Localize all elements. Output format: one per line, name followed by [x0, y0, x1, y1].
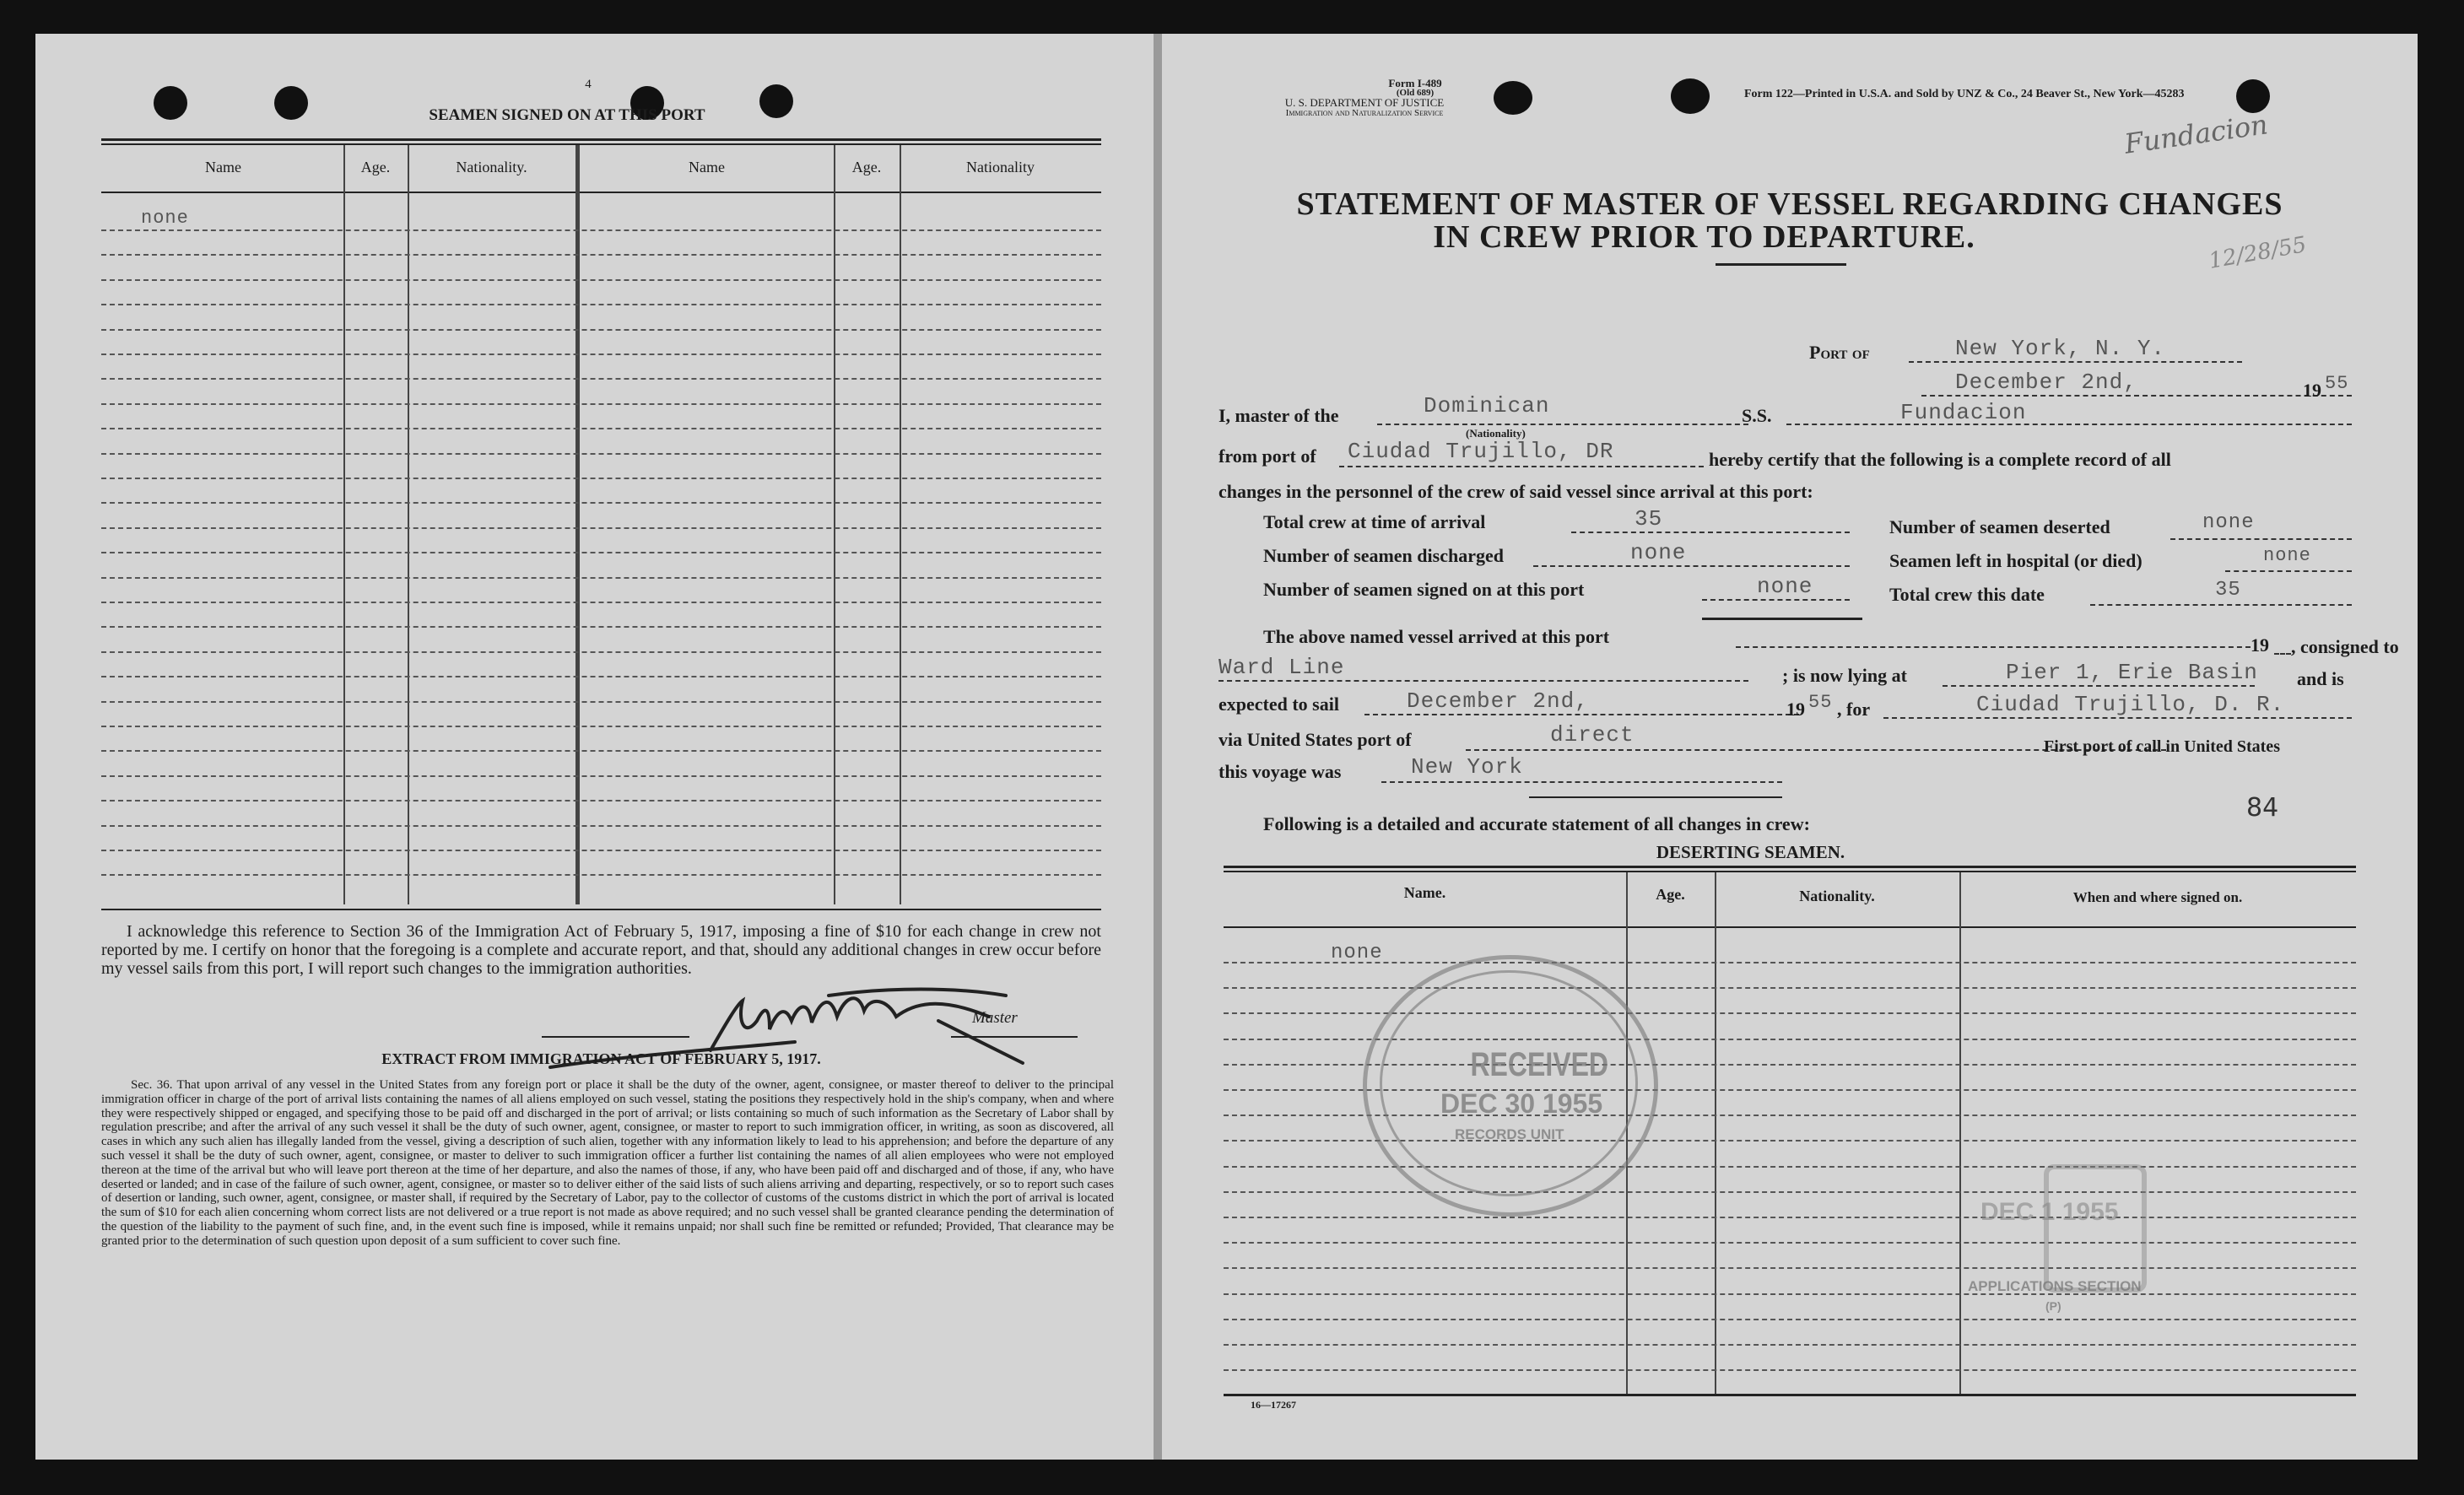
- arrived-year: 19: [2251, 634, 2269, 656]
- deserted-line: [2170, 538, 2352, 540]
- date-value: December 2nd,: [1955, 370, 2137, 395]
- form-title-line2: IN CREW PRIOR TO DEPARTURE.: [1433, 219, 1975, 255]
- from-port-line: [1339, 466, 1704, 467]
- ruled-line: [101, 304, 1101, 305]
- signed-on-value: none: [1757, 574, 1813, 599]
- deserting-heading: DESERTING SEAMEN.: [1656, 842, 1845, 862]
- ruled-line: [1224, 1217, 2356, 1218]
- consignee-value: Ward Line: [1218, 655, 1345, 680]
- deserting-top-rule: [1224, 871, 2356, 872]
- ruled-line: [101, 552, 1101, 553]
- port-of-value: New York, N. Y.: [1955, 336, 2166, 361]
- table-header-rule: [101, 192, 1101, 193]
- total-crew-date-line: [2090, 604, 2352, 606]
- year-value: 55: [2325, 373, 2349, 394]
- signed-on-heading: SEAMEN SIGNED ON AT THIS PORT: [429, 106, 705, 124]
- title-rule: [1716, 263, 1846, 266]
- from-port-label: from port of: [1218, 445, 1316, 467]
- ruled-line: [101, 527, 1101, 529]
- signed-on-line: [1702, 599, 1850, 601]
- total-crew-date-value: 35: [2215, 579, 2241, 602]
- ruled-line: [101, 254, 1101, 256]
- hospital-label: Seamen left in hospital (or died): [1889, 550, 2142, 571]
- service-label: Immigration and Naturalization Service: [1285, 108, 1444, 118]
- column-header-nationality: Nationality.: [456, 159, 527, 175]
- consigned-text: , consigned to: [2291, 636, 2399, 657]
- column-header-name: Name: [689, 159, 725, 175]
- ss-value: Fundacion: [1900, 400, 2027, 425]
- acknowledgement-text: I acknowledge this reference to Section 36 of the Immigration Act of February 5, 1917, imposing a fine of $10 for each change in crew not reported by me. I certify on honor that the foregoing is a complete and accurate report, and that, should any additional changes in crew occur before my vessel sails from this port, I will report such changes to the immigration authorities.: [101, 922, 1101, 978]
- left-page: [35, 34, 1154, 1460]
- pier-line: [1943, 685, 2255, 687]
- discharged-value: none: [1630, 540, 1687, 565]
- lying-text: ; is now lying at: [1782, 665, 1907, 686]
- punch-hole: [154, 86, 187, 120]
- ruled-line: [1224, 987, 2356, 989]
- total-crew-arrival-label: Total crew at time of arrival: [1263, 511, 1486, 532]
- first-port-text: First port of call in United States: [2044, 737, 2280, 756]
- sail-year-prefix: 19: [1786, 699, 1805, 720]
- deserting-header-age: Age.: [1656, 886, 1685, 903]
- for-text: , for: [1837, 699, 1871, 720]
- ruled-line: [101, 651, 1101, 653]
- via-text: via United States port of: [1218, 729, 1412, 750]
- ruled-line: [101, 577, 1101, 579]
- column-divider: [575, 145, 580, 904]
- ruled-line: [101, 453, 1101, 455]
- voyage-rule: [1529, 796, 1782, 798]
- destination-line: [1883, 717, 2352, 719]
- ruled-line: [101, 775, 1101, 777]
- handwritten-date: 12/28/55: [2207, 232, 2309, 274]
- nationality-caption: (Nationality): [1466, 427, 1526, 440]
- stamp-received-text: RECEIVED: [1470, 1046, 1609, 1083]
- ruled-line: [101, 279, 1101, 281]
- ruled-line: [101, 626, 1101, 628]
- ruled-line: [101, 478, 1101, 479]
- sail-date-line: [1364, 714, 1799, 715]
- deserted-label: Number of seamen deserted: [1889, 516, 2110, 537]
- port-of-label: Port of: [1809, 342, 1870, 363]
- handwritten-number: 84: [2246, 793, 2279, 823]
- discharged-label: Number of seamen discharged: [1263, 545, 1504, 566]
- changes-text: changes in the personnel of the crew of said vessel since arrival at this port:: [1218, 481, 1813, 502]
- ruled-line: [1224, 1242, 2356, 1244]
- total-crew-arrival-line: [1571, 532, 1850, 533]
- ruled-line: [1224, 962, 2356, 963]
- stamp2-mark-text: (P): [2045, 1299, 2061, 1313]
- year-prefix: 19: [2303, 380, 2321, 401]
- punch-hole: [274, 86, 308, 120]
- stamp-unit-text: RECORDS UNIT: [1455, 1126, 1564, 1142]
- deserting-header-rule: [1224, 926, 2356, 928]
- page-gutter: [1154, 34, 1162, 1460]
- column-header-nationality: Nationality: [966, 159, 1035, 175]
- voyage-value: New York: [1411, 754, 1523, 780]
- certify-text: hereby certify that the following is a complete record of all: [1709, 449, 2171, 470]
- ruled-line: [101, 750, 1101, 752]
- ruled-line: [101, 502, 1101, 504]
- and-is-text: and is: [2297, 668, 2344, 689]
- consignee-line: [1218, 680, 1748, 682]
- column-divider: [408, 145, 409, 904]
- discharged-line: [1533, 565, 1850, 567]
- form-old: (Old 689): [1396, 88, 1435, 98]
- stamp-date-text: DEC 30 1955: [1440, 1088, 1603, 1119]
- column-divider: [1715, 872, 1716, 1394]
- ruled-line: [101, 825, 1101, 827]
- deserting-bottom-rule: [1224, 1394, 2356, 1396]
- deserting-entry: none: [1331, 942, 1383, 964]
- column-header-age: Age.: [851, 159, 882, 175]
- ruled-line: [1224, 1319, 2356, 1320]
- arrived-text: The above named vessel arrived at this port: [1263, 626, 1610, 647]
- form-id: Form I-489: [1388, 77, 1442, 89]
- signed-on-entry: none: [141, 208, 189, 229]
- master-of-label: I, master of the: [1218, 405, 1339, 426]
- ruled-line: [101, 329, 1101, 331]
- ruled-line: [101, 602, 1101, 603]
- summary-rule: [1702, 618, 1862, 620]
- voyage-text: this voyage was: [1218, 761, 1342, 782]
- pier-value: Pier 1, Erie Basin: [2006, 660, 2258, 685]
- deserting-header-nationality: Nationality.: [1799, 888, 1875, 904]
- column-divider: [1959, 872, 1961, 1394]
- voyage-line: [1381, 781, 1782, 783]
- table-top-rule: [101, 143, 1101, 145]
- column-header-age: Age.: [360, 159, 391, 175]
- stamp2-section-text: APPLICATIONS SECTION: [1968, 1278, 2142, 1294]
- column-divider: [900, 145, 901, 904]
- stamp2-date-text: DEC 1 1955: [1980, 1198, 2119, 1226]
- extract-heading: EXTRACT FROM IMMIGRATION ACT OF FEBRUARY 5, 1917.: [381, 1050, 821, 1067]
- ruled-line: [1224, 1293, 2356, 1295]
- ruled-line: [101, 874, 1101, 876]
- ruled-line: [101, 726, 1101, 727]
- ruled-line: [1224, 1369, 2356, 1371]
- ruled-line: [101, 800, 1101, 801]
- ruled-line: [101, 229, 1101, 231]
- signed-on-label: Number of seamen signed on at this port: [1263, 579, 1585, 600]
- deserting-header-signed-on: When and where signed on.: [2072, 889, 2243, 905]
- column-header-name: Name: [205, 159, 241, 175]
- extract-text: Sec. 36. That upon arrival of any vessel in the United States from any foreign port or place it shall be the duty of the owner, agent, consignee, or master thereof to deliver to the principal immigration officer in charge of the port of arrival lists containing the names of all aliens employed on such vessel, stating the positions they respectively hold in the ship's company, when and where they were respectively shipped or engaged, and specifying those to be paid off and discharged in the port of arrival; or lists containing so much of such information as the Secretary of Labor shall by regulation prescribe; and after the arrival of any such vessel it shall be the duty of such owner, agent, consignee, or master to report to such immigration officer, in writing, as soon as discovered, all cases in which any such alien has illegally landed from the vessel, giving a description of such alien, together with any information likely to lead to his apprehension; and before the departure of any such vessel it shall be the duty of such owner, agent, consignee, or master to deliver to such immigration officer a further list containing the names of all alien employees who were not employed thereon at the time of the arrival but who will leave port thereon at the time of her departure, and also the names of those, if any, who have been paid off and discharged and of those, if any, who have deserted or landed; and in case of the failure of such owner, agent, consignee, or master so to deliver either of the said lists of such aliens arriving and departing, respectively, or so to report such cases of desertion or landing, such owner, agent, consignee, or master shall, if required by the Secretary of Labor, pay to the collector of customs of the customs district in which the port of arrival is located the sum of $10 for each alien concerning whom correct lists are not delivered or a true report is not made as above required; and no such vessel shall be granted clearance pending the determination of the question of the liability to the payment of such fine, and, in the event such fine is imposed, while it remains unpaid; nor shall such fine be remitted or refunded; Provided, That clearance may be granted prior to the determination of such question upon deposit of a sum sufficient to cover such fine.: [101, 1078, 1114, 1248]
- arrived-line: [1736, 646, 2251, 648]
- date-line: [1921, 395, 2352, 397]
- ss-line: [1786, 424, 2352, 425]
- from-port-value: Ciudad Trujillo, DR: [1348, 439, 1614, 464]
- nationality-value: Dominican: [1424, 393, 1550, 418]
- right-page: [1162, 34, 2418, 1460]
- hospital-value: none: [2263, 545, 2311, 566]
- ruled-line: [101, 676, 1101, 677]
- footer-code: 16—17267: [1251, 1399, 1296, 1411]
- page-number: 4: [585, 78, 592, 91]
- ruled-line: [101, 701, 1101, 703]
- stamp2-box: [2044, 1164, 2147, 1293]
- ruled-line: [101, 378, 1101, 380]
- handwritten-vessel-note: Fundacion: [2122, 108, 2270, 160]
- hospital-line: [2225, 570, 2352, 572]
- total-crew-arrival-value: 35: [1635, 506, 1663, 532]
- arrived-year-line: [2274, 653, 2291, 655]
- deserted-value: none: [2202, 511, 2255, 534]
- signature-rule: [951, 1036, 1078, 1038]
- total-crew-date-label: Total crew this date: [1889, 584, 2045, 605]
- port-of-line: [1909, 361, 2242, 363]
- deserting-top-rule: [1224, 866, 2356, 868]
- ss-label: S.S.: [1742, 405, 1772, 426]
- column-divider: [343, 145, 345, 904]
- via-value: direct: [1550, 722, 1635, 748]
- department-label: U. S. DEPARTMENT OF JUSTICE: [1284, 96, 1445, 109]
- signature-rule: [542, 1036, 689, 1038]
- master-label: Master: [972, 1009, 1018, 1027]
- table-top-rule: [101, 138, 1101, 141]
- ruled-line: [101, 850, 1101, 851]
- column-divider: [834, 145, 835, 904]
- ruled-line: [101, 403, 1101, 405]
- sail-year-value: 55: [1808, 692, 1833, 713]
- ruled-line: [1224, 1344, 2356, 1346]
- form-title-line1: STATEMENT OF MASTER OF VESSEL REGARDING CHANGES: [1296, 186, 2283, 222]
- ruled-line: [1224, 1191, 2356, 1193]
- printer-note: Form 122—Printed in U.S.A. and Sold by UNZ & Co., 24 Beaver St., New York—45283: [1744, 88, 2185, 100]
- punch-hole: [1671, 78, 1710, 114]
- expected-text: expected to sail: [1218, 694, 1339, 715]
- ruled-line: [101, 354, 1101, 355]
- destination-value: Ciudad Trujillo, D. R.: [1976, 692, 2285, 717]
- ruled-line: [1224, 1267, 2356, 1269]
- following-text: Following is a detailed and accurate statement of all changes in crew:: [1263, 813, 1810, 834]
- ruled-line: [101, 428, 1101, 429]
- table-bottom-rule: [101, 909, 1101, 910]
- sail-date-value: December 2nd,: [1407, 688, 1589, 714]
- nationality-line: [1377, 424, 1748, 425]
- deserting-header-name: Name.: [1403, 884, 1446, 901]
